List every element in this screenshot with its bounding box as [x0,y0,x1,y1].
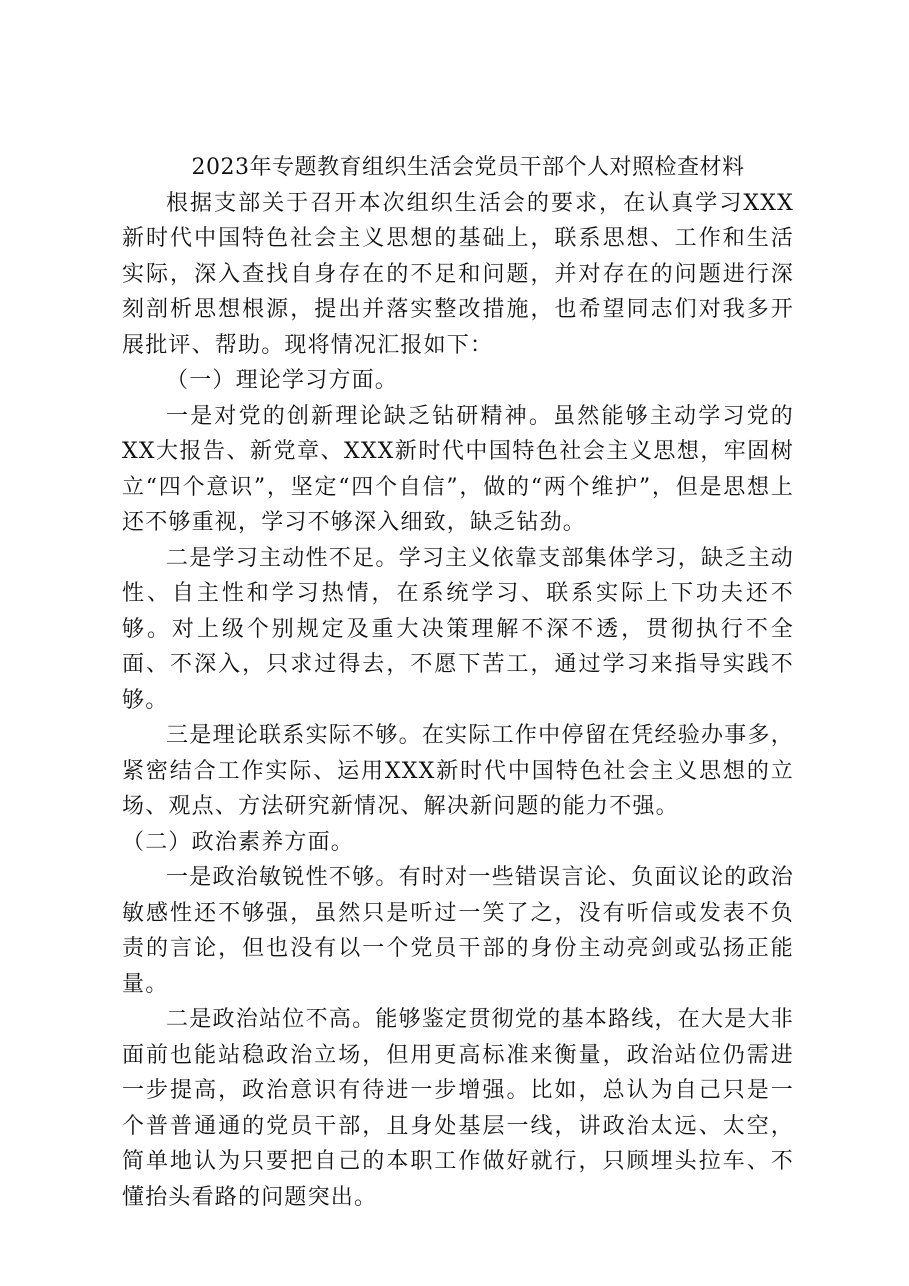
document-title: 2023年专题教育组织生活会党员干部个人对照检查材料 [191,155,745,180]
politics-paragraph-2: 二是政治站位不高。能够鉴定贯彻党的基本路线，在大是大非面前也能站稳政治立场，但用更高标准来衡量，政治站位仍需进一步提高，政治意识有待进一步增强。比如，总认为自己只是一个普普通通的党员干部，且身处基层一线，讲政治太远、太空，简单地认为只要把自己的本职工作做好就行，只顾埋头拉车、不懂抬头看路的问题突出。 [122,1007,794,1210]
section-heading-politics: （二）政治素养方面。 [122,829,355,855]
intro-paragraph: 根据支部关于召开本次组织生活会的要求，在认真学习XXX新时代中国特色社会主义思想的基础上，联系思想、工作和生活实际，深入查找自身存在的不足和问题，并对存在的问题进行深刻剖析思想根源，提出并落实整改措施，也希望同志们对我多开展批评、帮助。现将情况汇报如下： [122,190,794,358]
document-page [122,150,794,1215]
theory-paragraph-1: 一是对党的创新理论缺乏钻研精神。虽然能够主动学习党的XX大报告、新党章、XXX新时代中国特色社会主义思想，牢固树立“四个意识”，坚定“四个自信”，做的“两个维护”，但是思想上还不够重视，学习不够深入细致，缺乏钻劲。 [122,403,794,535]
politics-paragraph-1: 一是政治敏锐性不够。有时对一些错误言论、负面议论的政治敏感性还不够强，虽然只是听过一笑了之，没有听信或发表不负责的言论，但也没有以一个党员干部的身份主动亮剑或弘扬正能量。 [122,865,794,997]
section-heading-theory: （一）理论学习方面。 [166,368,399,393]
theory-paragraph-3: 三是理论联系实际不够。在实际工作中停留在凭经验办事多，紧密结合工作实际、运用XXX新时代中国特色社会主义思想的立场、观点、方法研究新情况、解决新问题的能力不强。 [122,723,794,819]
theory-paragraph-2: 二是学习主动性不足。学习主义依靠支部集体学习，缺乏主动性、自主性和学习热情，在系统学习、联系实际上下功夫还不够。对上级个别规定及重大决策理解不深不透，贯彻执行不全面、不深入，只求过得去，不愿下苦工，通过学习来指导实践不够。 [122,545,794,713]
